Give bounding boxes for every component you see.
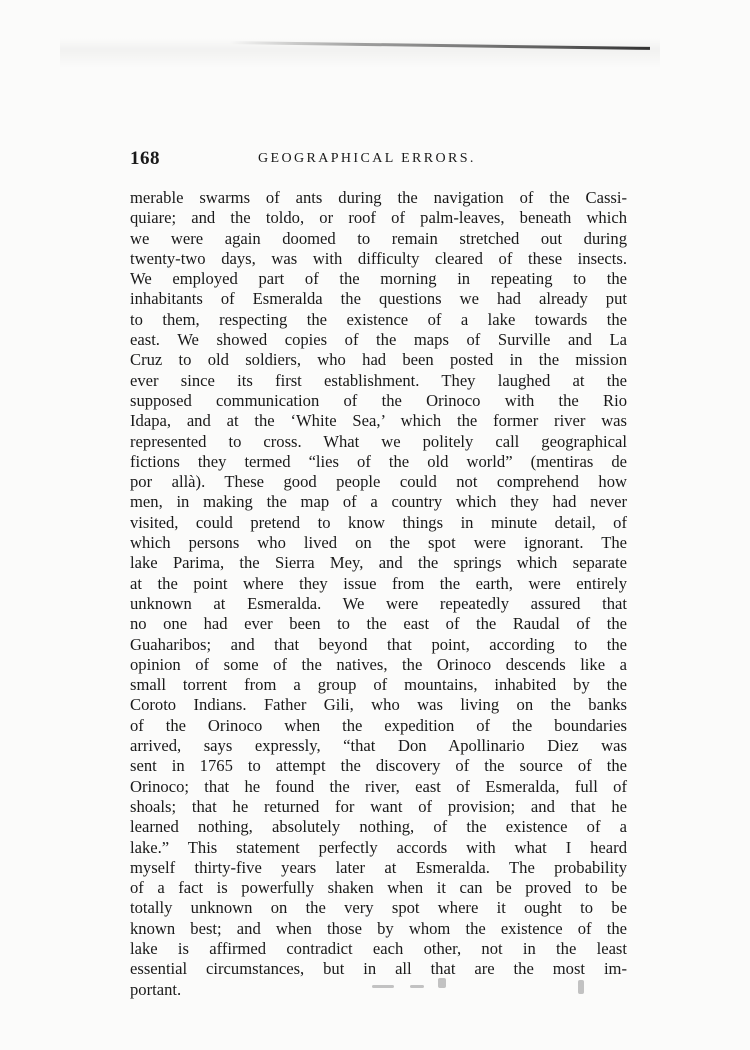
page-number: 168 (130, 148, 160, 169)
text-line: which persons who lived on the spot were ignorant. The (130, 533, 627, 553)
text-line: inhabitants of Esmeralda the questions we had already put (130, 289, 627, 309)
ink-smudge (410, 985, 424, 988)
text-line: por allà). These good people could not comprehend how (130, 472, 627, 492)
running-title: GEOGRAPHICAL ERRORS. (258, 151, 476, 166)
text-line: myself thirty-five years later at Esmeralda. The probability (130, 857, 627, 877)
text-line: at the point where they issue from the earth, were entirely (130, 573, 627, 593)
text-line: lake Parima, the Sierra Mey, and the springs which separate (130, 553, 627, 573)
text-line: supposed communication of the Orinoco with the Rio (130, 390, 627, 410)
text-line: of a fact is powerfully shaken when it can be proved to be (130, 878, 627, 898)
text-line: Cruz to old soldiers, who had been posted in the mission (130, 350, 627, 370)
page-header (130, 148, 626, 172)
text-line: Orinoco; that he found the river, east of Esmeralda, full of (130, 776, 627, 796)
text-line: lake.” This statement perfectly accords with what I heard (130, 837, 627, 857)
text-line: quiare; and the toldo, or roof of palm-leaves, beneath which (130, 208, 627, 228)
text-line: fictions they termed “lies of the old world” (mentiras de (130, 451, 627, 471)
text-line: small torrent from a group of mountains, inhabited by the (130, 675, 627, 695)
ink-smudge (372, 985, 394, 988)
text-line: merable swarms of ants during the navigation of the Cassi- (130, 188, 627, 207)
text-line: visited, could pretend to know things in minute detail, of (130, 512, 627, 532)
text-line: essential circumstances, but in all that are the most im- (130, 959, 627, 979)
text-line: totally unknown on the very spot where it ought to be (130, 898, 627, 918)
text-line: unknown at Esmeralda. We were repeatedly assured that (130, 593, 627, 613)
text-line: represented to cross. What we politely call geographical (130, 431, 627, 451)
text-line: east. We showed copies of the maps of Surville and La (130, 330, 627, 350)
ink-smudge (578, 980, 584, 994)
text-line-last: portant. (130, 979, 182, 999)
text-line: Coroto Indians. Father Gili, who was living on the banks (130, 695, 627, 715)
text-line: men, in making the map of a country which they had never (130, 492, 627, 512)
text-line: shoals; that he returned for want of provision; and that he (130, 796, 627, 816)
text-line: no one had ever been to the east of the Raudal of the (130, 614, 627, 634)
text-line: arrived, says expressly, “that Don Apollinario Diez was (130, 736, 627, 756)
text-line: We employed part of the morning in repeating to the (130, 269, 627, 289)
text-line: sent in 1765 to attempt the discovery of the source of the (130, 756, 627, 776)
text-line: ever since its first establishment. They laughed at the (130, 370, 627, 390)
text-line: of the Orinoco when the expedition of the boundaries (130, 715, 627, 735)
text-line: known best; and when those by whom the existence of the (130, 918, 627, 938)
text-line: opinion of some of the natives, the Orinoco descends like a (130, 654, 627, 674)
body-text (130, 188, 627, 1000)
text-line: Guaharibos; and that beyond that point, according to the (130, 634, 627, 654)
ink-smudge (438, 978, 446, 988)
text-line: twenty-two days, was with difficulty cleared of these insects. (130, 248, 627, 268)
text-line: we were again doomed to remain stretched out during (130, 228, 627, 248)
text-line: lake is affirmed contradict each other, not in the least (130, 938, 627, 958)
text-line: Idapa, and at the ‘White Sea,’ which the former river was (130, 411, 627, 431)
text-line: learned nothing, absolutely nothing, of the existence of a (130, 817, 627, 837)
text-line: to them, respecting the existence of a lake towards the (130, 309, 627, 329)
